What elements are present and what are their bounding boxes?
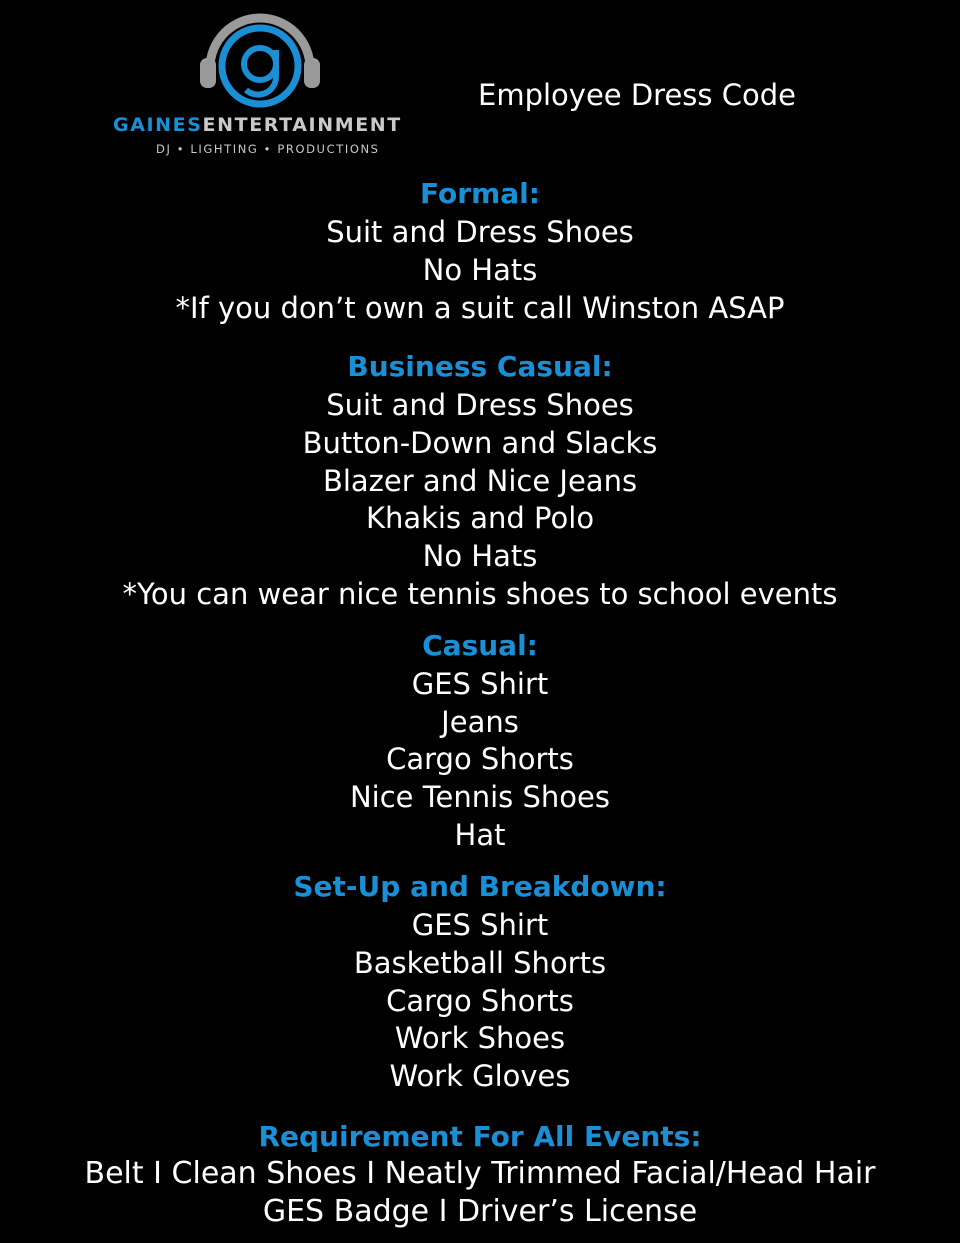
headphones-g-icon bbox=[198, 12, 322, 112]
company-logo bbox=[110, 12, 410, 162]
list-item: GES Shirt bbox=[411, 667, 549, 701]
section-heading-formal: Formal: bbox=[420, 177, 540, 210]
document-title: Employee Dress Code bbox=[478, 78, 796, 112]
list-item: No Hats bbox=[422, 539, 538, 573]
list-item: Nice Tennis Shoes bbox=[349, 780, 610, 814]
list-item: GES Shirt bbox=[411, 908, 549, 942]
list-item: *If you don’t own a suit call Winston ASAP bbox=[175, 291, 785, 325]
brand-name bbox=[113, 114, 402, 136]
list-item: Button-Down and Slacks bbox=[302, 426, 658, 460]
list-item: Jeans bbox=[441, 705, 519, 739]
list-item: Hat bbox=[454, 818, 506, 852]
list-item: No Hats bbox=[422, 253, 538, 287]
list-item: Work Gloves bbox=[389, 1059, 571, 1093]
list-item: Work Shoes bbox=[394, 1021, 566, 1055]
list-item: Basketball Shorts bbox=[353, 946, 607, 980]
list-item: Khakis and Polo bbox=[365, 501, 595, 535]
list-item: Blazer and Nice Jeans bbox=[322, 464, 638, 498]
section-heading-casual: Casual: bbox=[422, 629, 538, 662]
list-item: Cargo Shorts bbox=[386, 742, 574, 776]
section-heading-business-casual: Business Casual: bbox=[347, 350, 613, 383]
section-heading-setup-breakdown: Set-Up and Breakdown: bbox=[293, 870, 667, 903]
brand-name-part1: GAINES bbox=[113, 114, 203, 136]
brand-tagline: DJ • LIGHTING • PRODUCTIONS bbox=[156, 142, 380, 156]
list-item: Belt I Clean Shoes I Neatly Trimmed Facial/Head Hair bbox=[84, 1156, 876, 1191]
list-item: Suit and Dress Shoes bbox=[326, 215, 634, 249]
list-item: Suit and Dress Shoes bbox=[326, 388, 634, 422]
list-item: *You can wear nice tennis shoes to school events bbox=[122, 577, 838, 611]
brand-name-part2: ENTERTAINMENT bbox=[202, 114, 402, 136]
section-heading-requirements: Requirement For All Events: bbox=[258, 1120, 702, 1153]
list-item: GES Badge I Driver’s License bbox=[262, 1194, 698, 1229]
list-item: Cargo Shorts bbox=[386, 984, 574, 1018]
